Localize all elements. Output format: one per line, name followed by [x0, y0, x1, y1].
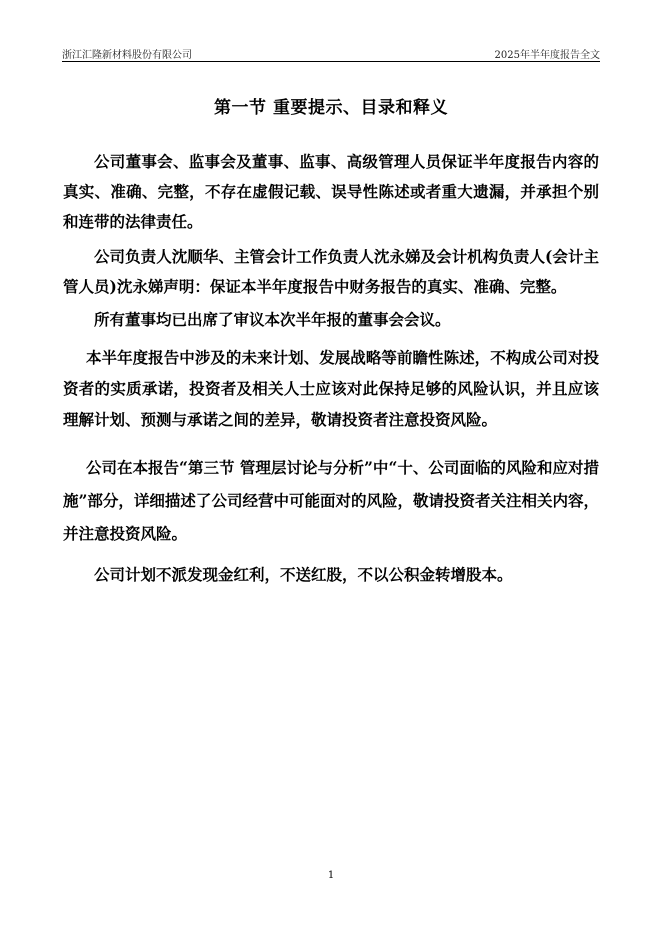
page-header [62, 40, 600, 60]
header-company-name: 浙江汇隆新材料股份有限公司 [62, 50, 192, 61]
paragraph-board-guarantee: 公司董事会、监事会及董事、监事、高级管理人员保证半年度报告内容的真实、准确、完整，不存在虚假记载、误导性陈述或者重大遗漏，并承担个别和连带的法律责任。 [63, 152, 599, 231]
paragraph-risk-reference: 公司在本报告“第三节 管理层讨论与分析”中“十、公司面临的风险和应对措施”部分，详细描述了公司经营中可能面对的风险，敬请投资者关注相关内容，并注意投资风险。 [63, 458, 599, 543]
header-divider [62, 61, 600, 62]
paragraph-responsible-persons-statement: 公司负责人沈顺华、主管会计工作负责人沈永娣及会计机构负责人(会计主管人员)沈永娣声明：保证本半年度报告中财务报告的真实、准确、完整。 [63, 247, 599, 296]
paragraph-dividend-plan: 公司计划不派发现金红利，不送红股，不以公积金转增股本。 [94, 565, 513, 584]
section-title: 第一节 重要提示、目录和释义 [214, 98, 448, 118]
forward-looking-text: 本半年度报告中涉及的未来计划、发展战略等前瞻性陈述，不构成公司对投资者的实质承诺，投资者及相关人士应该对此保持足够的风险认识，并且应该理解计划、预测与承诺之间的差异，敬请投资者注意投资风险。 [63, 348, 599, 429]
header-report-name: 2025年半年度报告全文 [494, 50, 600, 61]
page-number: 1 [327, 870, 335, 881]
paragraph-forward-looking-statements [63, 342, 599, 435]
paragraph-directors-attendance: 所有董事均已出席了审议本次半年报的董事会会议。 [94, 310, 451, 329]
